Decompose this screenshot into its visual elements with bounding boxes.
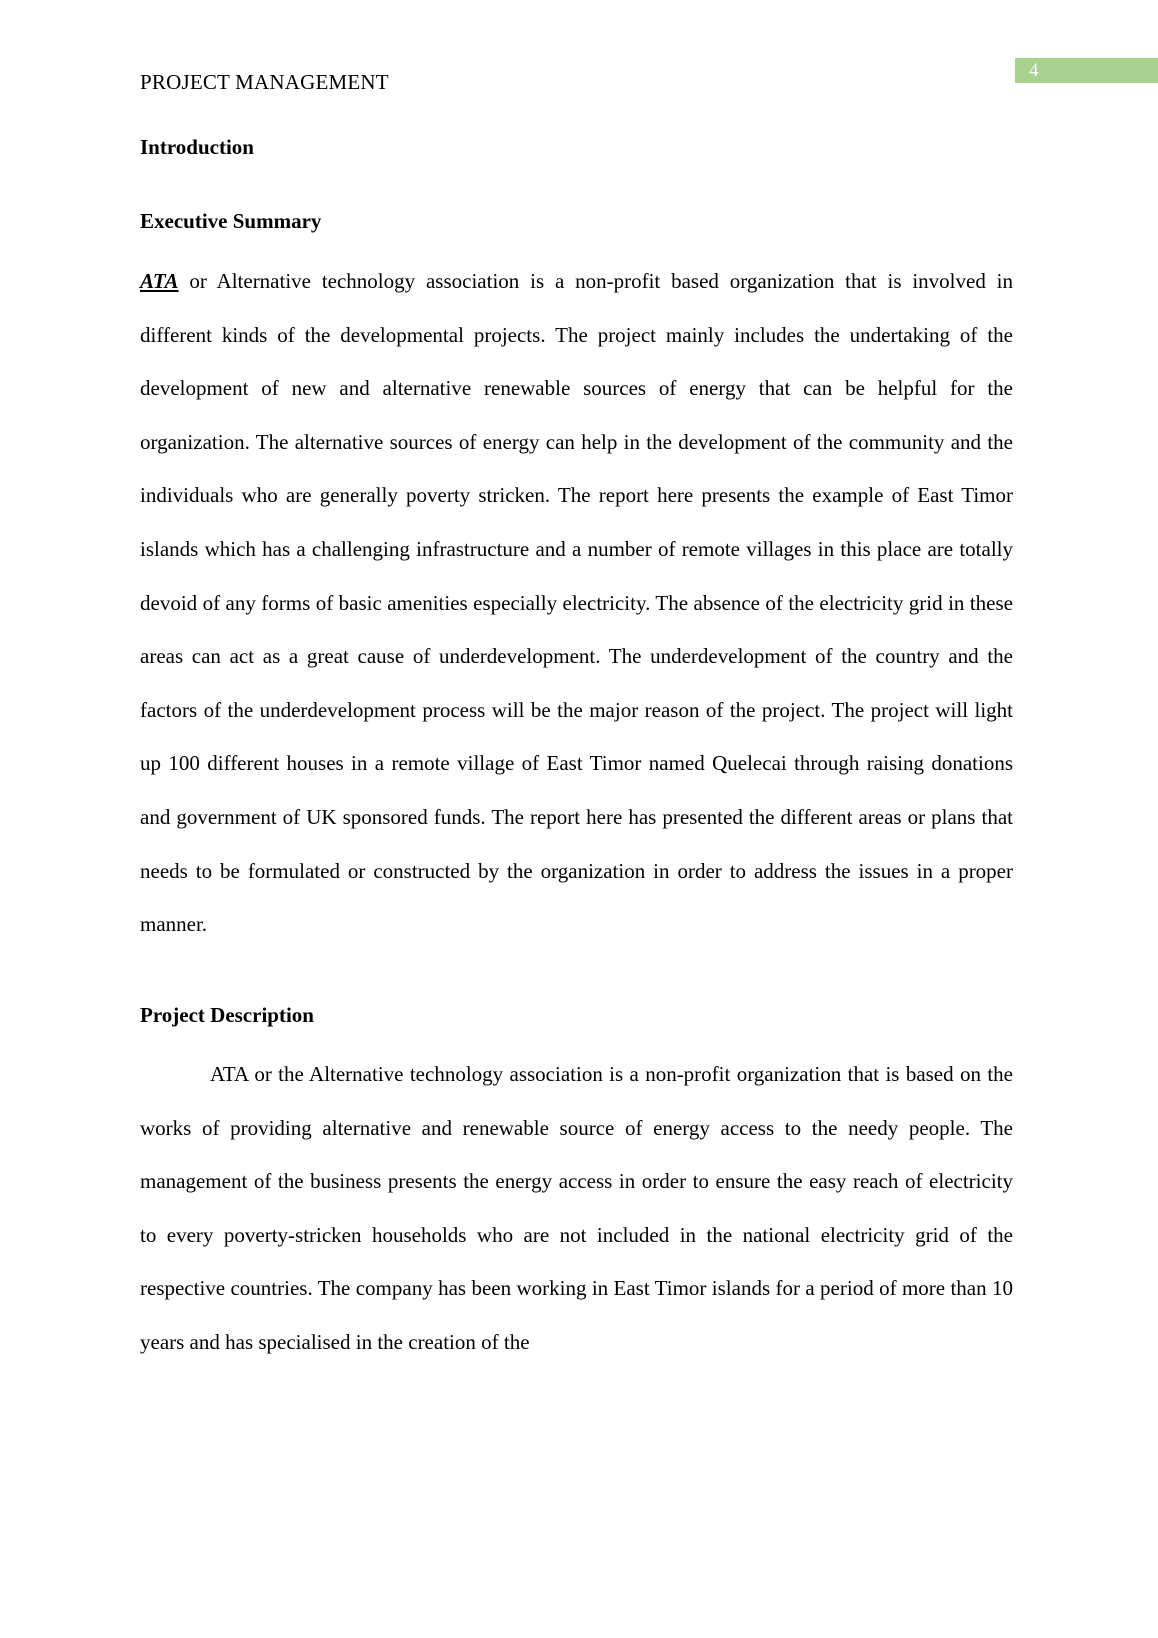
project-description-text: ATA or the Alternative technology association is a non-profit organization that is based on the works of providing alternative and renewable source of energy access to the needy people. The management of the business presents the energy access in order to ensure the easy reach of electricity to every poverty-stricken households who are not included in the national electricity grid of the respective countries. The company has been working in East Timor islands for a period of more than 10 years and has specialised in the creation of the: [140, 1062, 1013, 1354]
project-description-paragraph: [140, 1048, 1013, 1370]
page-number-badge: [1015, 58, 1158, 83]
running-header-title: PROJECT MANAGEMENT: [140, 70, 389, 94]
introduction-heading: Introduction: [140, 135, 254, 159]
page-number: 4: [1029, 60, 1039, 81]
project-description-heading: Project Description: [140, 1003, 314, 1027]
executive-summary-paragraph: [140, 255, 1013, 952]
executive-summary-text: or Alternative technology association is a non-profit based organization that is involved in different kinds of the developmental projects. The project mainly includes the undertaking of the development of new and alternative renewable sources of energy that can be helpful for the organization. The alternative sources of energy can help in the development of the community and the individuals who are generally poverty stricken. The report here presents the example of East Timor islands which has a challenging infrastructure and a number of remote villages in this place are totally devoid of any forms of basic amenities especially electricity. The absence of the electricity grid in these areas can act as a great cause of underdevelopment. The underdevelopment of the country and the factors of the underdevelopment process will be the major reason of the project. The project will light up 100 different houses in a remote village of East Timor named Quelecai through raising donations and government of UK sponsored funds. The report here has presented the different areas or plans that needs to be formulated or constructed by the organization in order to address the issues in a proper manner.: [140, 269, 1013, 937]
executive-summary-heading: Executive Summary: [140, 209, 322, 233]
ata-lead-term: ATA: [140, 269, 179, 293]
